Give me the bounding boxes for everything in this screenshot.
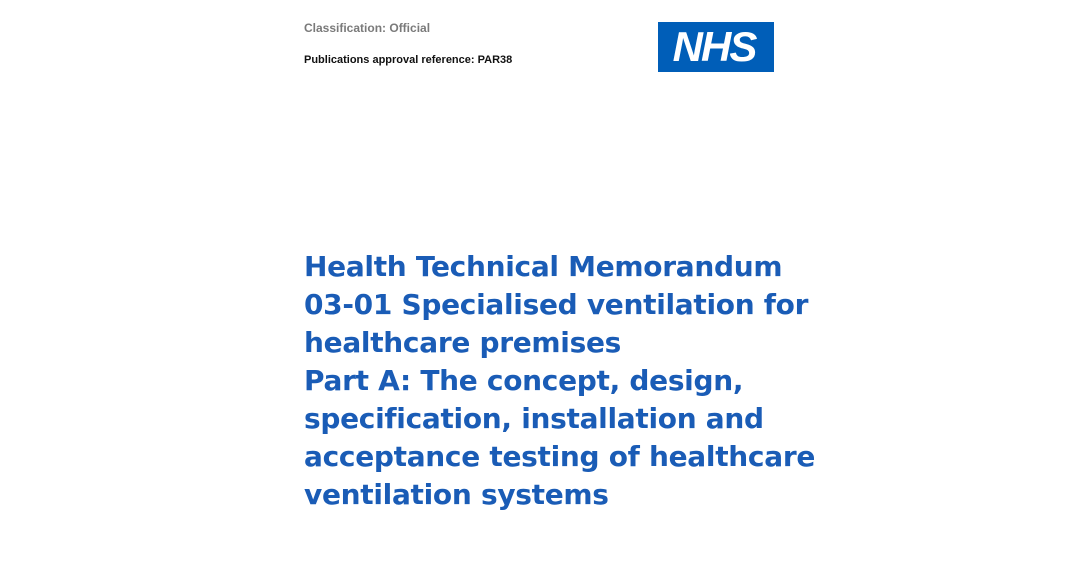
title-line: 03-01 Specialised ventilation for [304,288,809,321]
title-line: healthcare premises [304,326,622,359]
header-meta [304,20,512,68]
title-line: Part A: The concept, design, [304,364,744,397]
title-line: specification, installation and [304,402,764,435]
title-line: acceptance testing of healthcare [304,440,816,473]
title-line: Health Technical Memorandum [304,250,783,283]
classification-label: Classification: Official [304,21,431,35]
publications-approval-reference: Publications approval reference: PAR38 [304,54,513,66]
nhs-logo: NHS [658,22,774,72]
document-title [304,248,816,514]
title-line: ventilation systems [304,478,609,511]
